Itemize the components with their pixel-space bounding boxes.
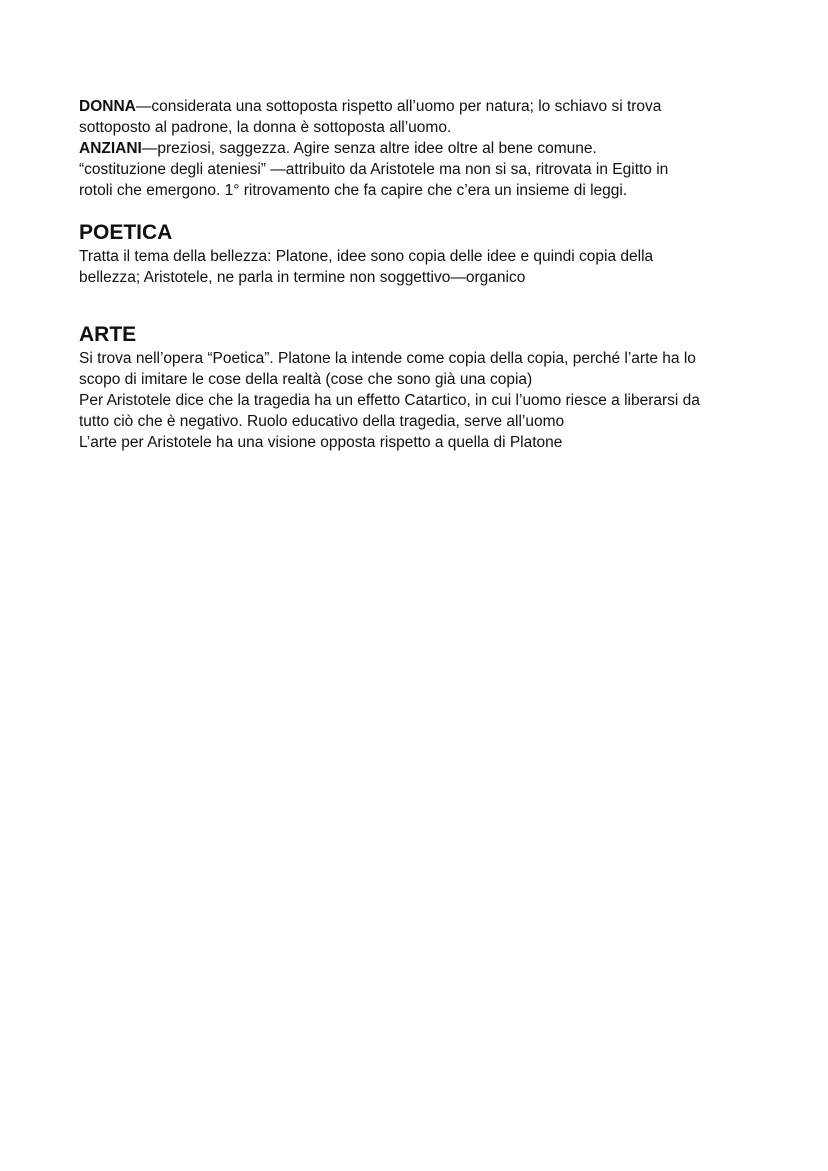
costituzione-line: “costituzione degli ateniesi” —attribuito da Aristotele ma non si sa, ritrovata in Egitto in	[79, 161, 669, 178]
donna-paragraph-continuation: sottoposto al padrone, la donna è sottoposta all’uomo.	[79, 119, 452, 136]
donna-description: —considerata una sottoposta rispetto all’uomo per natura; lo schiavo si trova	[135, 98, 662, 115]
donna-term: DONNA	[79, 98, 136, 115]
costituzione-continuation: rotoli che emergono. 1° ritrovamento che fa capire che c’era un insieme di leggi.	[79, 182, 628, 199]
anziani-term: ANZIANI	[79, 140, 142, 157]
arte-heading: ARTE	[79, 323, 137, 346]
arte-line-5: L’arte per Aristotele ha una visione opposta rispetto a quella di Platone	[79, 434, 563, 451]
arte-line-2: scopo di imitare le cose della realtà (cose che sono già una copia)	[79, 371, 533, 388]
poetica-heading: POETICA	[79, 221, 173, 244]
donna-paragraph-line	[79, 96, 769, 117]
arte-line-4: tutto ciò che è negativo. Ruolo educativo della tragedia, serve all’uomo	[79, 413, 565, 430]
arte-line-1: Si trova nell’opera “Poetica”. Platone la intende come copia della copia, perché l’arte ha lo	[79, 350, 696, 367]
anziani-paragraph-line	[79, 138, 769, 159]
spacer	[79, 201, 769, 220]
poetica-line-2: bellezza; Aristotele, ne parla in termine non soggettivo—organico	[79, 269, 526, 286]
document-content	[79, 96, 769, 453]
anziani-description: —preziosi, saggezza. Agire senza altre idee oltre al bene comune.	[141, 140, 597, 157]
poetica-line-1: Tratta il tema della bellezza: Platone, idee sono copia delle idee e quindi copia della	[79, 248, 654, 265]
arte-line-3: Per Aristotele dice che la tragedia ha un effetto Catartico, in cui l’uomo riesce a liberarsi da	[79, 392, 700, 409]
spacer	[79, 288, 769, 322]
